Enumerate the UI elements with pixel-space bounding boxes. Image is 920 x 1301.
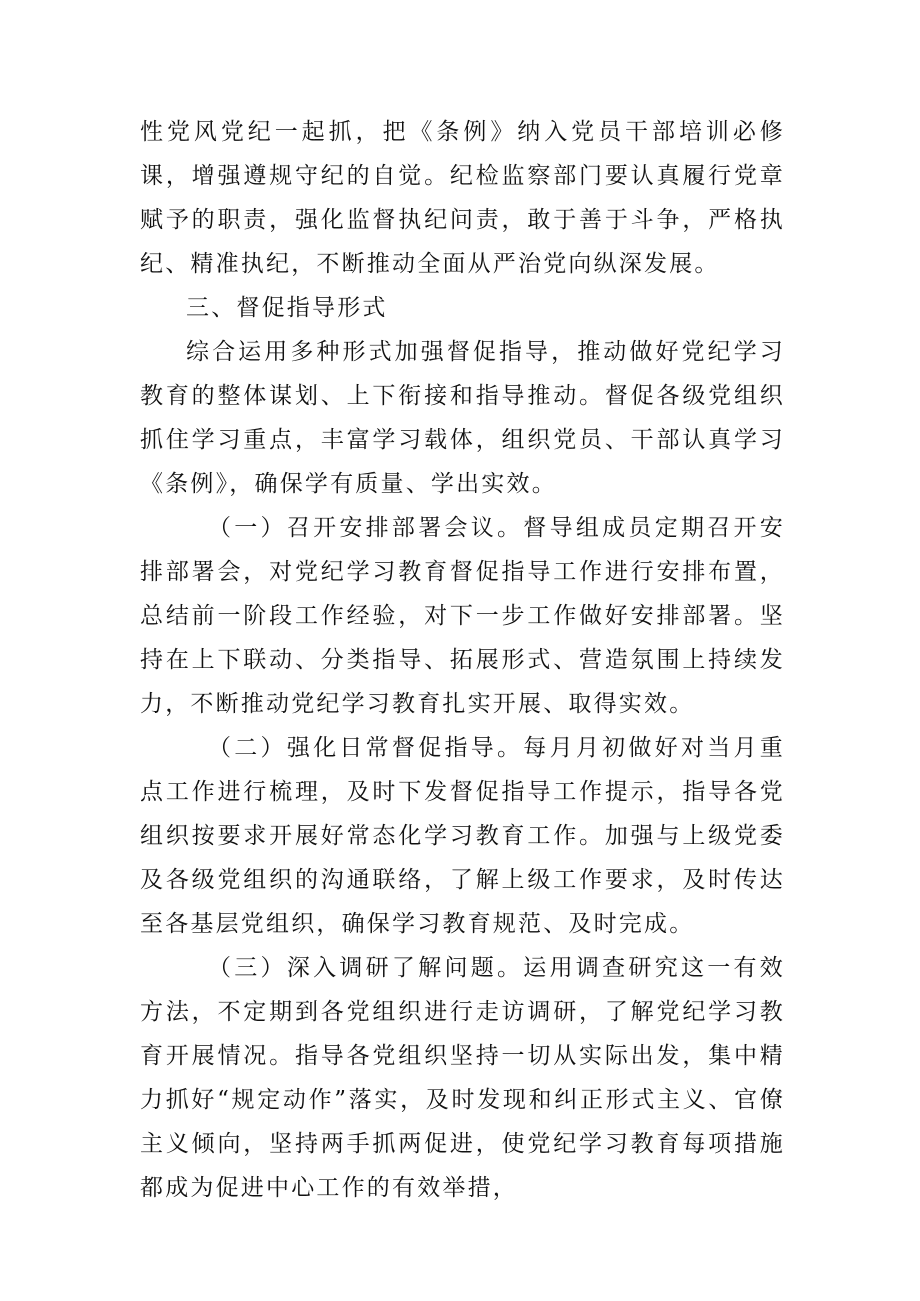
paragraph-item-3: （三）深入调研了解问题。运用调查研究这一有效方法，不定期到各党组织进行走访调研，了解党纪学习教育开展情况。指导各党组织坚持一切从实际出发，集中精力抓好“规定动作”落实，及时发现和纠正形式主义、官僚主义倾向，坚持两手抓两促进，使党纪学习教育每项措施都成为促进中心工作的有效举措， bbox=[140, 955, 785, 1201]
paragraph-overview: 综合运用多种形式加强督促指导，推动做好党纪学习教育的整体谋划、上下衔接和指导推动。督促各级党组织抓住学习重点，丰富学习载体，组织党员、干部认真学习《条例》，确保学有质量、学出实效。 bbox=[140, 339, 785, 497]
paragraph-continuation: 性党风党纪一起抓，把《条例》纳入党员干部培训必修课，增强遵规守纪的自觉。纪检监察部门要认真履行党章赋予的职责，强化监督执纪问责，敢于善于斗争，严格执纪、精准执纪，不断推动全面从严治党向纵深发展。 bbox=[140, 119, 785, 277]
paragraph-item-2: （二）强化日常督促指导。每月月初做好对当月重点工作进行梳理，及时下发督促指导工作提示，指导各党组织按要求开展好常态化学习教育工作。加强与上级党委及各级党组织的沟通联络，了解上级工作要求，及时传达至各基层党组织，确保学习教育规范、及时完成。 bbox=[140, 735, 785, 937]
section-heading-3: 三、督促指导形式 bbox=[186, 295, 388, 321]
document-body bbox=[140, 110, 785, 1210]
paragraph-item-1: （一）召开安排部署会议。督导组成员定期召开安排部署会，对党纪学习教育督促指导工作进行安排布置，总结前一阶段工作经验，对下一步工作做好安排部署。坚持在上下联动、分类指导、拓展形式、营造氛围上持续发力，不断推动党纪学习教育扎实开展、取得实效。 bbox=[140, 515, 785, 717]
